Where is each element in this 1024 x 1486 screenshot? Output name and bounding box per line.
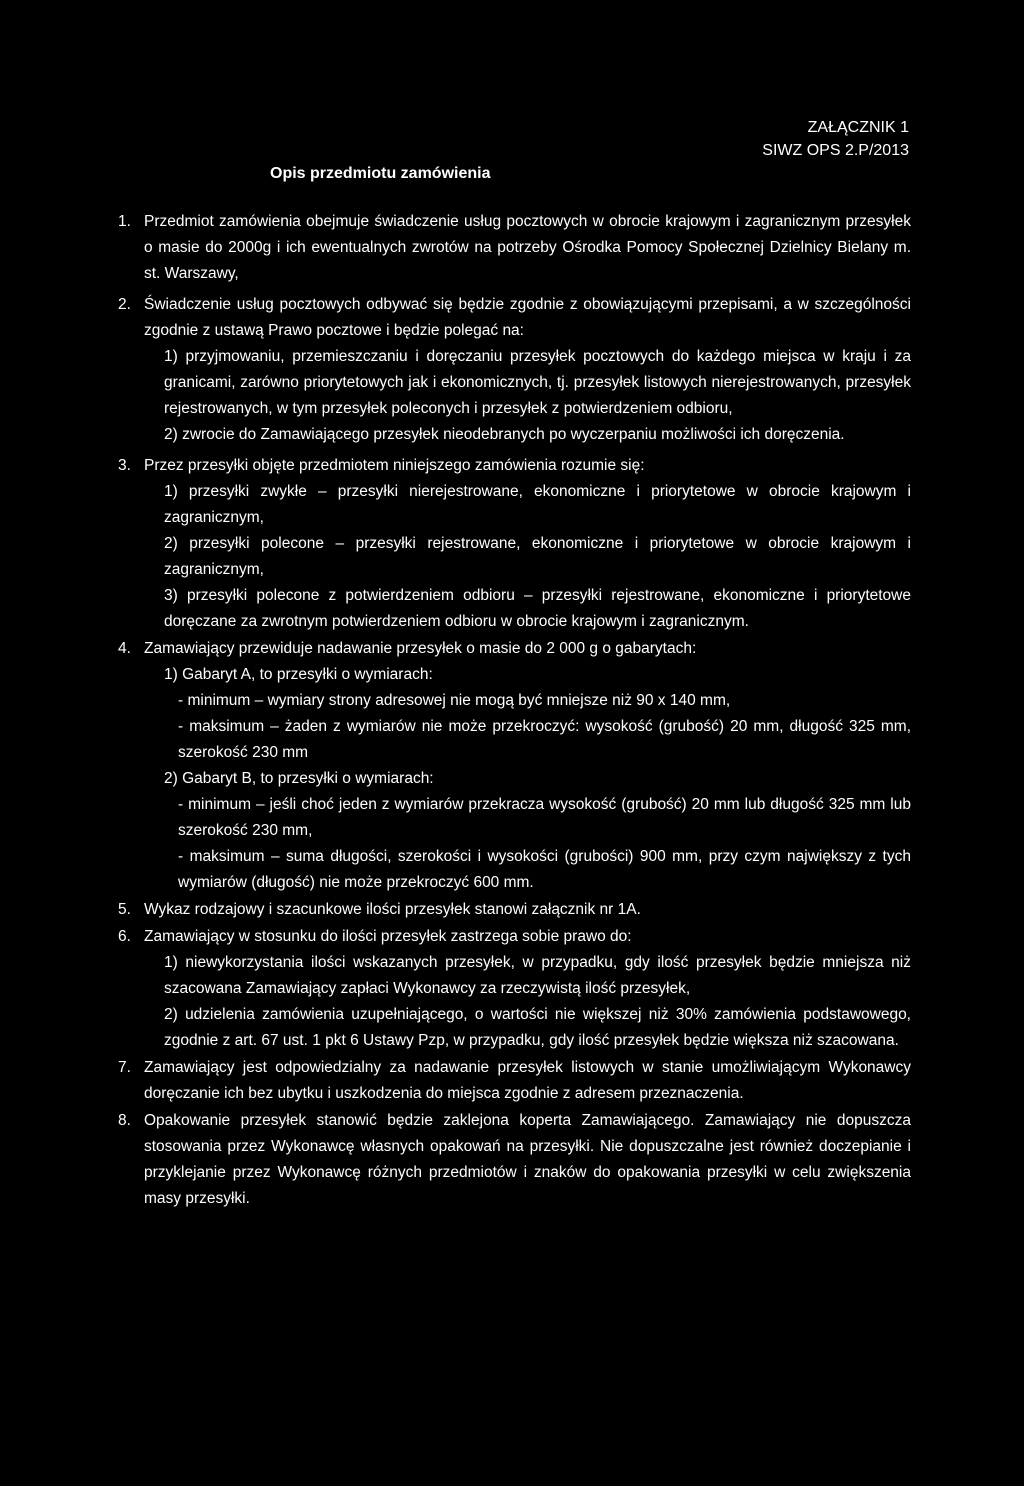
list-item: 2) przesyłki polecone – przesyłki rejestrowane, ekonomiczne i priorytetowe w obrocie krajowym i zagranicznym, [164,535,911,578]
section-text: Zamawiający przewiduje nadawanie przesyłek o masie do 2 000 g o gabarytach: [144,640,697,657]
list-item: 3) przesyłki polecone z potwierdzeniem odbioru – przesyłki rejestrowane, ekonomiczne i priorytetowe doręczane za zwrotnym potwierdzeniem odbioru w obrocie krajowym i zagranicznym. [164,587,911,630]
attachment-label: ZAŁĄCZNIK 1 [807,119,909,136]
section-text: Opakowanie przesyłek stanowić będzie zaklejona koperta Zamawiającego. Zamawiający nie dopuszcza stosowania przez Wykonawcę własnych opakowań na przesyłki. Nie dopuszczalne jest również doczepianie i przyklejanie przez Wykonawcę różnych przedmiotów i znaków do opakowania przesyłki w celu zwiększenia masy przesyłki. [144,1112,911,1207]
section-3 [118,453,911,635]
siwz-reference: SIWZ OPS 2.P/2013 [762,142,909,159]
section-2 [118,292,911,448]
list-item: 2) zwrocie do Zamawiającego przesyłek nieodebranych po wyczerpaniu możliwości ich doręczenia. [164,426,845,443]
section-number: 2. [118,296,131,313]
section-text: Wykaz rodzajowy i szacunkowe ilości przesyłek stanowi załącznik nr 1A. [144,901,641,918]
section-text: Przedmiot zamówienia obejmuje świadczenie usług pocztowych w obrocie krajowym i zagranicznym przesyłek o masie do 2000g i ich ewentualnych zwrotów na potrzeby Ośrodka Pomocy Społecznej Dzielnicy Bielany m. st. Warszawy, [144,213,911,282]
section-1 [118,209,911,287]
section-text: Świadczenie usług pocztowych odbywać się będzie zgodnie z obowiązującymi przepisami, a w szczególności zgodnie z ustawą Prawo pocztowe i będzie polegać na: [144,296,911,339]
section-number: 6. [118,928,131,945]
list-item: - minimum – wymiary strony adresowej nie mogą być mniejsze niż 90 x 140 mm, [178,692,731,709]
section-5 [118,897,911,923]
section-number: 8. [118,1112,131,1129]
section-number: 3. [118,457,131,474]
section-6 [118,924,911,1054]
section-number: 7. [118,1059,131,1076]
document-body [118,209,911,1213]
list-item: 2) udzielenia zamówienia uzupełniającego, o wartości nie większej niż 30% zamówienia podstawowego, zgodnie z art. 67 ust. 1 pkt 6 Ustawy Pzp, w przypadku, gdy ilość przesyłek będzie większa niż szacowana. [164,1006,911,1049]
document-title: Opis przedmiotu zamówienia [270,165,491,182]
section-number: 4. [118,640,131,657]
header-reference [762,116,909,162]
list-item: - minimum – jeśli choć jeden z wymiarów przekracza wysokość (grubość) 20 mm lub długość 325 mm lub szerokość 230 mm, [178,796,911,839]
list-item: 1) przesyłki zwykłe – przesyłki nierejestrowane, ekonomiczne i priorytetowe w obrocie krajowym i zagranicznym, [164,483,911,526]
section-8 [118,1108,911,1212]
section-4 [118,636,911,896]
section-text: Zamawiający jest odpowiedzialny za nadawanie przesyłek listowych w stanie umożliwiającym Wykonawcy doręczanie ich bez ubytku i uszkodzenia do miejsca zgodnie z adresem przeznaczenia. [144,1059,911,1102]
section-number: 5. [118,901,131,918]
gabaryt-b-label: 2) Gabaryt B, to przesyłki o wymiarach: [164,770,434,787]
list-item: 1) niewykorzystania ilości wskazanych przesyłek, w przypadku, gdy ilość przesyłek będzie mniejsza niż szacowana Zamawiający zapłaci Wykonawcy za rzeczywistą ilość przesyłek, [164,954,911,997]
list-item: 1) przyjmowaniu, przemieszczaniu i doręczaniu przesyłek pocztowych do każdego miejsca w kraju i za granicami, zarówno priorytetowych jak i ekonomicznych, tj. przesyłek listowych nierejestrowanych, przesyłek rejestrowanych, w tym przesyłek poleconych i przesyłek z potwierdzeniem odbioru, [164,348,911,417]
list-item: - maksimum – żaden z wymiarów nie może przekroczyć: wysokość (grubość) 20 mm, długość 325 mm, szerokość 230 mm [178,718,911,761]
section-number: 1. [118,213,131,230]
list-item: - maksimum – suma długości, szerokości i wysokości (grubości) 900 mm, przy czym największy z tych wymiarów (długość) nie może przekroczyć 600 mm. [178,848,911,891]
section-text: Zamawiający w stosunku do ilości przesyłek zastrzega sobie prawo do: [144,928,632,945]
gabaryt-a-label: 1) Gabaryt A, to przesyłki o wymiarach: [164,666,433,683]
section-7 [118,1055,911,1107]
section-text: Przez przesyłki objęte przedmiotem niniejszego zamówienia rozumie się: [144,457,645,474]
